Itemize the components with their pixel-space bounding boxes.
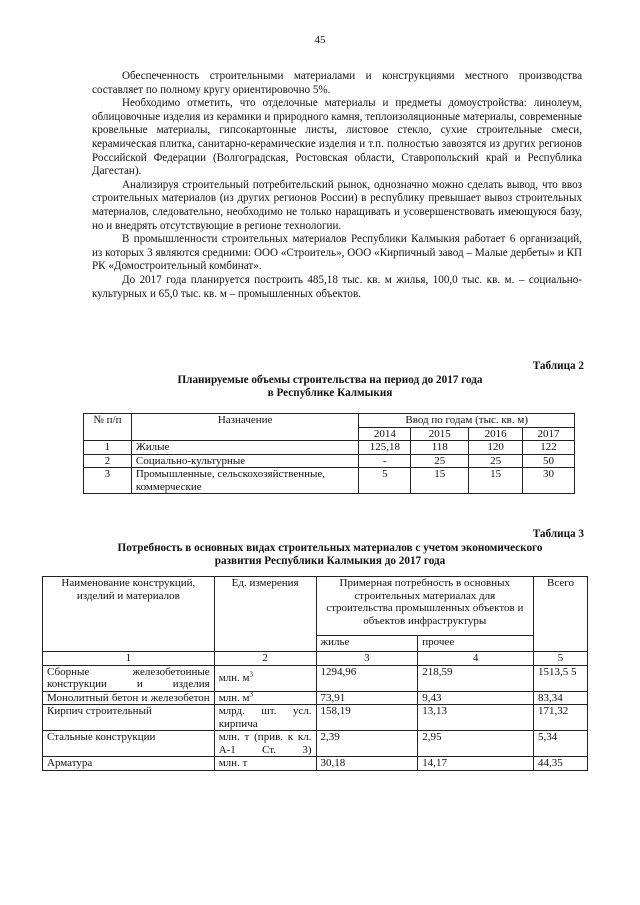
table-row: Арматура млн. т 30,18 14,17 44,35 [43,757,588,771]
table-row: Стальные конструкции млн. т (прив. к кл. А-1 Ст. 3) 2,39 2,95 5,34 [43,731,588,757]
table2-label: Таблица 2 [532,360,584,372]
header-name: Наименование конструкций, изделий и материалов [43,577,215,652]
header-housing: жилье [316,636,418,652]
table-row: 1 Жилые 125,18 118 120 122 [84,441,575,455]
paragraph: Обеспеченность строительными материалами и конструкциями местного производства составляет по полному кругу ориентировочно 5%. [92,70,582,96]
table3 [42,576,588,771]
table2 [83,413,575,494]
paragraph: До 2017 года планируется построить 485,18 тыс. кв. м жилья, 100,0 тыс. кв. м. – социально-культурных и 65,0 тыс. кв. м – промышленных объектов. [92,273,582,300]
page-number: 45 [314,34,326,46]
year-cell: 2017 [523,427,575,441]
year-cell: 2016 [469,427,523,441]
table-row: 2 Социально-культурные - 25 25 50 [84,454,575,468]
body-text [92,70,582,301]
paragraph: Необходимо отметить, что отделочные материалы и предметы домоустройства: линолеум, облицовочные изделия из керамики и природного камня, теплоизоляционные материалы, современные кровельные материалы, гипсокартонные листы, листовое стекло, сухие строительные смеси, керамическая плитка, санитарно-керамические изделия и т.п. полностью завозятся из других регионов Российской Федерации (Волгоградская, Ростовская области, Ставропольский край и Республика Дагестан). [92,97,582,178]
table-header-row [43,577,588,636]
table-row: Монолитный бетон и железобетон млн. $м^3$ 73,91 9,43 83,34 [43,691,588,705]
header-name: Назначение [131,414,359,441]
year-cell: 2014 [359,427,411,441]
header-unit: Ед. измерения [214,577,316,652]
table-row: 3 Промышленные, сельскохозяйственные, коммерческие 5 15 15 30 [84,468,575,494]
table-row: Сборные железобетонные конструкции и изделия млн. $м^3$ 1294,96 218,59 1513,5 5 [43,665,588,691]
table3-label: Таблица 3 [532,528,584,540]
header-num: № п/п [84,414,132,441]
header-total: Всего [534,577,588,652]
table2-title: Планируемые объемы строительства на период до 2017 года в Республике Калмыкия [177,374,483,400]
table-row: Кирпич строительный млрд. шт. усл. кирпича 158,19 13,13 171,32 [43,705,588,731]
table-header-row [84,414,575,428]
paragraph: Анализируя строительный потребительский рынок, однозначно можно сделать вывод, что ввоз строительных материалов (из других регионов России) в республику превышает вывоз строительных материалов, следовательно, необходимо не только наращивать и усовершенствовать имеющуюся базу, но и внедрять отсутствующие в регионе технологии. [92,178,582,232]
header-need: Примерная потребность в основных строительных материалах для строительства промышленных объектов и объектов инфраструктуры [316,577,534,636]
paragraph: В промышленности строительных материалов Республики Калмыкия работает 6 организаций, из которых 3 являются средними: ООО «Строитель», ООО «Кирпичный завод – Малые дербеты» и КП РК «Домостроительный комбинат». [92,233,582,273]
year-cell: 2015 [411,427,469,441]
header-other: прочее [418,636,534,652]
column-number-row: 1 2 3 4 5 [43,652,588,666]
table3-title: Потребность в основных видах строительных материалов с учетом экономического развития Республики Калмыкия до 2017 года [117,542,543,568]
header-group: Ввод по годам (тыс. кв. м) [359,414,575,428]
